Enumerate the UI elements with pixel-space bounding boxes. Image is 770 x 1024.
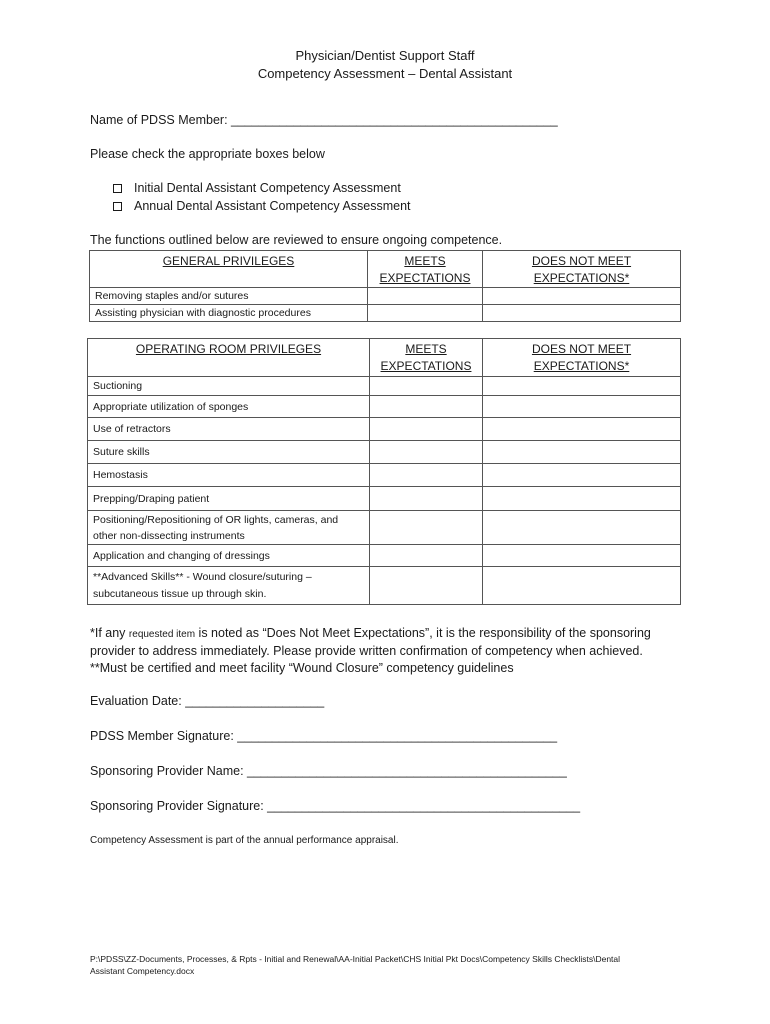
table-row: [88, 464, 681, 487]
footer-line: Assistant Competency.docx: [90, 966, 195, 976]
provider-name-field[interactable]: Sponsoring Provider Name: ______________________________________________: [90, 764, 567, 778]
does-not-meet-cell[interactable]: [483, 377, 681, 396]
meets-cell[interactable]: [368, 288, 483, 305]
table-row: [88, 396, 681, 418]
note-line-1: [90, 625, 651, 643]
footer-line: P:\PDSS\ZZ-Documents, Processes, & Rpts - Initial and Renewal\AA-Initial Packet\CHS Initial Pkt Docs\Competency Skills Checklists\Dental: [90, 954, 621, 964]
meets-cell[interactable]: [370, 464, 483, 487]
privilege-label: Appropriate utilization of sponges: [88, 396, 370, 418]
meets-cell[interactable]: [370, 567, 483, 605]
privilege-label-line: other non-dissecting instruments: [93, 529, 245, 542]
table-row: [88, 441, 681, 464]
does-not-meet-cell[interactable]: [483, 511, 681, 545]
or-privileges-table: [87, 338, 681, 605]
note-text: *If any: [90, 626, 129, 640]
does-not-meet-cell[interactable]: [483, 396, 681, 418]
checkbox-initial-assessment[interactable]: [113, 181, 401, 195]
meets-cell[interactable]: [370, 487, 483, 511]
privilege-label: Assisting physician with diagnostic procedures: [90, 305, 368, 322]
privilege-label: Hemostasis: [88, 464, 370, 487]
privilege-label-line: **Advanced Skills** - Wound closure/suturing –: [93, 570, 312, 583]
does-not-meet-cell[interactable]: [483, 567, 681, 605]
note-text: requested item: [128, 629, 196, 640]
does-not-meet-cell[interactable]: [483, 418, 681, 441]
checkbox-icon[interactable]: [113, 184, 122, 193]
privilege-label: Use of retractors: [88, 418, 370, 441]
table-header-row: [90, 251, 681, 288]
general-privileges-table: [89, 250, 681, 322]
table-row: [88, 545, 681, 567]
does-not-meet-cell[interactable]: [483, 545, 681, 567]
table-row: [88, 418, 681, 441]
checkbox-label: Annual Dental Assistant Competency Assessment: [134, 199, 411, 213]
privilege-label: [88, 511, 370, 545]
privilege-label: Suture skills: [88, 441, 370, 464]
note-line-3: **Must be certified and meet facility “Wound Closure” competency guidelines: [90, 661, 514, 675]
header-line: DOES NOT MEET: [531, 342, 632, 356]
meets-cell[interactable]: [370, 511, 483, 545]
notes-block: [90, 625, 651, 677]
meets-cell[interactable]: [370, 441, 483, 464]
privilege-label: Application and changing of dressings: [88, 545, 370, 567]
meets-cell[interactable]: [368, 305, 483, 322]
table-row: [88, 511, 681, 545]
meets-expectations-header: [370, 339, 483, 377]
does-not-meet-cell[interactable]: [483, 487, 681, 511]
evaluation-date-field[interactable]: Evaluation Date: ____________________: [90, 694, 325, 708]
header-line: EXPECTATIONS*: [533, 359, 630, 373]
table-row: [90, 305, 681, 322]
header-line: MEETS: [404, 254, 446, 268]
privilege-label: [88, 567, 370, 605]
table-row: [90, 288, 681, 305]
instruction-text: Please check the appropriate boxes below: [90, 147, 325, 161]
table-row: [88, 487, 681, 511]
note-text: is noted as “Does Not Meet Expectations”, it is the responsibility of the sponsoring: [195, 626, 651, 640]
privilege-label-line: subcutaneous tissue up through skin.: [93, 587, 267, 600]
note-line-2: provider to address immediately. Please provide written confirmation of competency when achieved.: [90, 644, 643, 658]
table-row: [88, 377, 681, 396]
document-title-line2: Competency Assessment – Dental Assistant: [257, 66, 513, 81]
functions-intro: The functions outlined below are reviewed to ensure ongoing competence.: [90, 233, 503, 247]
privilege-label: Prepping/Draping patient: [88, 487, 370, 511]
header-line: EXPECTATIONS: [380, 359, 472, 373]
or-privileges-header: OPERATING ROOM PRIVILEGES: [88, 339, 370, 377]
appraisal-note: Competency Assessment is part of the annual performance appraisal.: [90, 835, 399, 846]
does-not-meet-cell[interactable]: [483, 441, 681, 464]
meets-expectations-header: [368, 251, 483, 288]
privilege-label: Suctioning: [88, 377, 370, 396]
meets-cell[interactable]: [370, 396, 483, 418]
header-line: MEETS: [405, 342, 447, 356]
meets-cell[interactable]: [370, 418, 483, 441]
meets-cell[interactable]: [370, 545, 483, 567]
table-row: [88, 567, 681, 605]
privilege-label: Removing staples and/or sutures: [90, 288, 368, 305]
general-privileges-header: GENERAL PRIVILEGES: [90, 251, 368, 288]
does-not-meet-cell[interactable]: [483, 288, 681, 305]
member-name-field[interactable]: Name of PDSS Member: _______________________________________________: [90, 113, 558, 127]
checkbox-icon[interactable]: [113, 202, 122, 211]
document-title-line1: Physician/Dentist Support Staff: [295, 48, 475, 63]
privilege-label-line: Positioning/Repositioning of OR lights, cameras, and: [93, 513, 339, 526]
member-signature-field[interactable]: PDSS Member Signature: ______________________________________________: [90, 729, 558, 743]
header-line: EXPECTATIONS: [379, 271, 471, 285]
does-not-meet-header: [483, 339, 681, 377]
header-line: DOES NOT MEET: [531, 254, 632, 268]
does-not-meet-cell[interactable]: [483, 305, 681, 322]
provider-signature-field[interactable]: Sponsoring Provider Signature: _____________________________________________: [90, 799, 581, 813]
does-not-meet-header: [483, 251, 681, 288]
file-path-footer: [90, 953, 620, 977]
table-header-row: [88, 339, 681, 377]
meets-cell[interactable]: [370, 377, 483, 396]
header-line: EXPECTATIONS*: [533, 271, 630, 285]
checkbox-annual-assessment[interactable]: [113, 199, 411, 213]
does-not-meet-cell[interactable]: [483, 464, 681, 487]
checkbox-label: Initial Dental Assistant Competency Assessment: [134, 181, 401, 195]
